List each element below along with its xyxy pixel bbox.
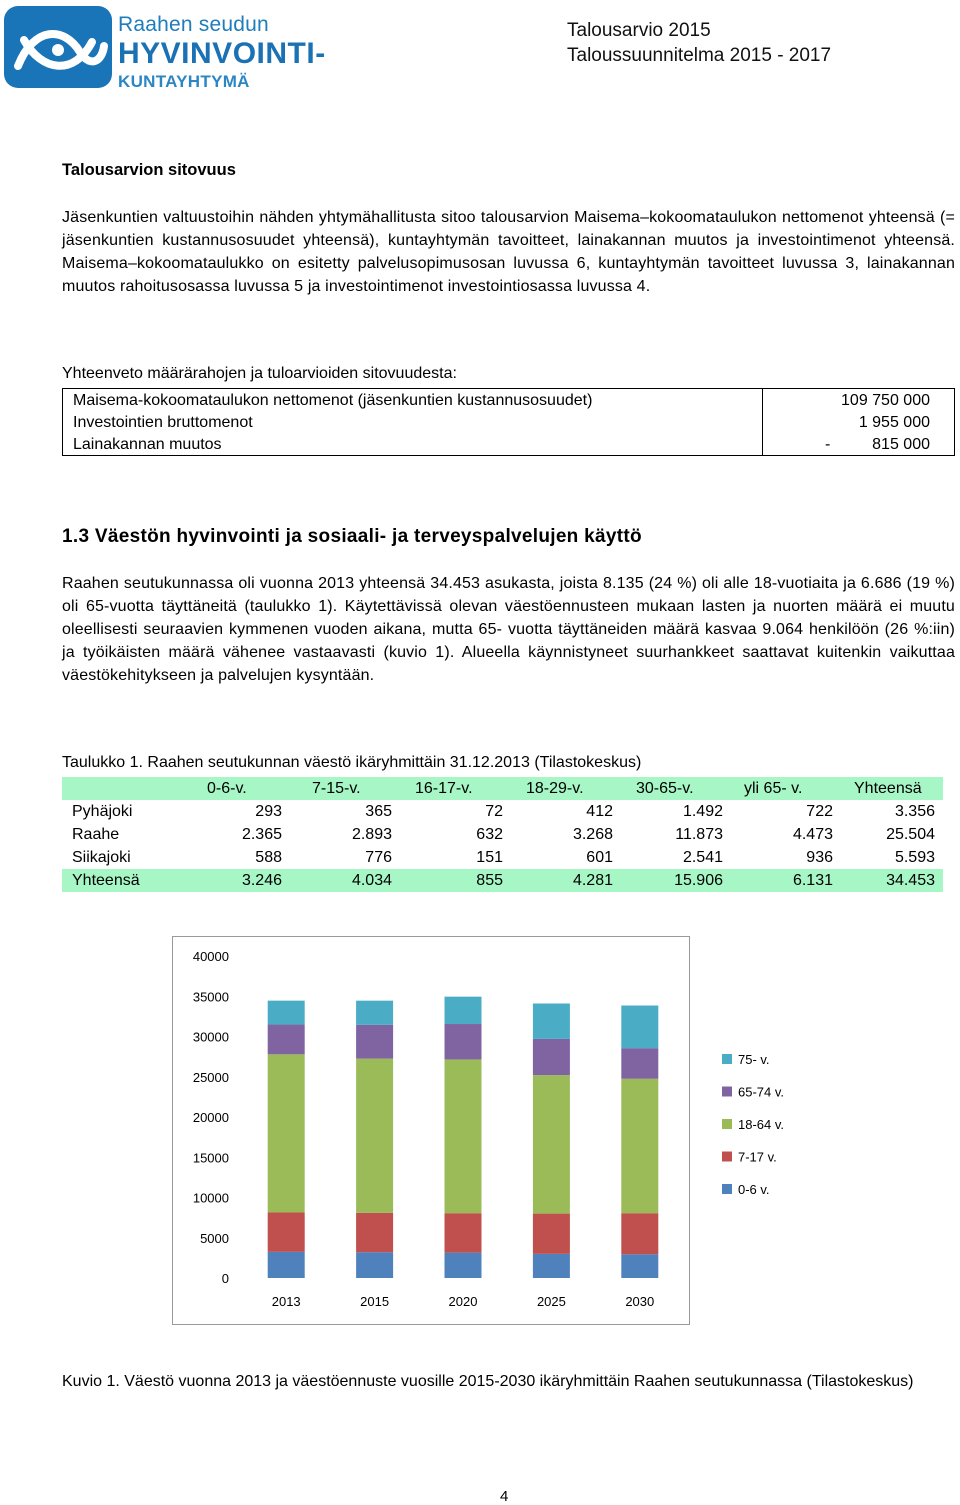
table-cell: 601 (586, 849, 613, 866)
column-header: 0-6-v. (207, 780, 247, 797)
bar-segment (268, 1213, 305, 1252)
table-cell: 3.268 (572, 826, 613, 843)
bar-segment (621, 1048, 658, 1079)
legend-label: 0-6 v. (738, 1182, 770, 1197)
table-row (62, 823, 943, 846)
bar-segment (533, 1003, 570, 1038)
table-cell: 776 (365, 849, 392, 866)
legend-label: 7-17 v. (738, 1149, 777, 1165)
section-1-3-heading: 1.3 Väestön hyvinvointi ja sosiaali- ja terveyspalvelujen käyttö (62, 526, 642, 547)
x-tick-label: 2015 (360, 1294, 390, 1309)
table-cell: 293 (255, 803, 282, 820)
bar-segment (268, 1025, 305, 1055)
legend-swatch (722, 1119, 732, 1129)
logo-line-1: Raahen seudun (118, 13, 269, 36)
logo-wordmark (118, 14, 326, 90)
bar-segment (356, 1252, 393, 1278)
bar-segment (621, 1254, 658, 1278)
page-number: 4 (500, 1488, 509, 1505)
table-cell: 936 (806, 849, 833, 866)
bar-segment (356, 1059, 393, 1213)
section-heading: Talousarvion sitovuus (62, 161, 236, 179)
row-label: Yhteensä (72, 872, 140, 889)
bar-segment (268, 1252, 305, 1278)
table-cell: 365 (365, 803, 392, 820)
column-header: 7-15-v. (312, 780, 361, 797)
column-header: 16-17-v. (415, 780, 473, 797)
y-tick-label: 40000 (192, 949, 229, 964)
table-cell: 11.873 (675, 826, 723, 843)
table-cell: 2.893 (351, 826, 392, 843)
bar-segment (445, 1213, 482, 1252)
bar-segment (533, 1254, 570, 1278)
column-header: Yhteensä (854, 780, 922, 797)
bar-segment (533, 1214, 570, 1254)
summary-row-sign: - (825, 436, 831, 453)
column-header: yli 65- v. (744, 780, 803, 797)
y-tick-label: 25000 (192, 1069, 229, 1085)
table-cell: 855 (476, 872, 503, 889)
table-cell: 4.034 (351, 872, 392, 889)
table-cell: 151 (476, 849, 503, 866)
table-cell: 4.281 (572, 872, 613, 889)
table-cell: 3.356 (894, 803, 935, 820)
bar-segment (621, 1006, 658, 1049)
legend-swatch (722, 1152, 732, 1162)
table-cell: 722 (806, 803, 833, 820)
bar-segment (621, 1079, 658, 1213)
summary-row (63, 390, 954, 412)
population-stacked-bar-chart (172, 936, 792, 1325)
bar-segment (533, 1075, 570, 1213)
legend-swatch (722, 1087, 732, 1097)
summary-row-value: 109 750 000 (841, 392, 930, 409)
x-tick-label: 2020 (448, 1294, 478, 1309)
y-tick-label: 5000 (200, 1230, 229, 1246)
bar-segment (445, 997, 482, 1024)
table-total-row (62, 869, 943, 892)
figure-caption: Kuvio 1. Väestö vuonna 2013 ja väestöennuste vuosille 2015-2030 ikäryhmittäin Raahen seutukunnassa (Tilastokeskus) (62, 1373, 914, 1390)
bar-segment (268, 1054, 305, 1212)
bar-segment (268, 1001, 305, 1025)
table-cell: 6.131 (792, 872, 833, 889)
column-header: 18-29-v. (526, 780, 584, 797)
x-tick-label: 2030 (625, 1294, 655, 1309)
summary-table (62, 388, 955, 456)
legend-label: 65-74 v. (738, 1084, 785, 1100)
table-cell: 25.504 (886, 826, 935, 843)
bar-segment (356, 1001, 393, 1025)
population-table (62, 777, 943, 892)
summary-row-value: 1 955 000 (858, 414, 930, 431)
bar-segment (533, 1039, 570, 1075)
y-tick-label: 30000 (192, 1029, 229, 1045)
row-label: Pyhäjoki (72, 803, 133, 820)
bar-segment (445, 1059, 482, 1213)
bar-segment (445, 1253, 482, 1278)
y-tick-label: 10000 (192, 1190, 229, 1206)
table-cell: 2.365 (241, 826, 282, 843)
legend-label: 75- v. (738, 1052, 770, 1067)
table-cell: 5.593 (894, 849, 935, 866)
table-cell: 34.453 (886, 872, 935, 889)
table-cell: 588 (255, 849, 282, 866)
summary-row (63, 412, 954, 434)
table-row (62, 800, 943, 823)
legend-swatch (722, 1184, 732, 1194)
bar-segment (356, 1025, 393, 1059)
table-cell: 412 (586, 803, 613, 820)
bar-segment (356, 1213, 393, 1252)
y-tick-label: 15000 (192, 1150, 229, 1166)
section-paragraph: Jäsenkuntien valtuustoihin nähden yhtymähallitusta sitoo talousarvion Maisema–kokoomataulukon nettomenot yhteensä (= jäsenkuntien kustannusosuudet yhteensä), kuntayhtymän tavoitteet, lainakannan muutos ja investointimenot yhteensä. Maisema–kokoomataulukko on esitetty palvelusopimusosan luvussa 6, kuntayhtymän tavoitteet luvussa 3, lainakannan muutos rahoitusosassa luvussa 5 ja investointimenot investointiosassa luvussa 4. (62, 209, 955, 295)
summary-title: Yhteenveto määrärahojen ja tuloarvioiden sitovuudesta: (62, 365, 457, 382)
organization-logo-icon (4, 6, 112, 88)
population-paragraph: Raahen seutukunnassa oli vuonna 2013 yhteensä 34.453 asukasta, joista 8.135 (24 %) oli alle 18-vuotiaita ja 6.686 (19 %) oli 65-vuotta täyttäneitä (taulukko 1). Käytettävissä olevan väestöennusteen mukaan lasten ja nuorten määrä ei muutu oleellisesti seuraavien kymmenen vuoden aikana, mutta 65- vuotta täyttäneiden määrä kasvaa 9.064 henkilöön (26 %:iin) ja työikäisten määrä vähenee vastaavasti (kuvio 1). Alueella käynnistyneet suurhankkeet saattavat kuitenkin vaikuttaa väestökehitykseen ja palvelujen kysyntään. (62, 575, 955, 684)
header-title-2: Taloussuunnitelma 2015 - 2017 (567, 45, 832, 66)
bar-segment (445, 1024, 482, 1059)
column-header: 30-65-v. (636, 780, 694, 797)
summary-row-value: 815 000 (872, 436, 930, 453)
summary-row-label: Investointien bruttomenot (73, 414, 253, 431)
row-label: Siikajoki (72, 849, 131, 866)
y-tick-label: 35000 (192, 989, 229, 1005)
header-title-1: Talousarvio 2015 (567, 20, 711, 41)
x-tick-label: 2013 (271, 1294, 301, 1309)
bar-segment (621, 1213, 658, 1254)
row-label: Raahe (72, 826, 120, 843)
table-caption: Taulukko 1. Raahen seutukunnan väestö ikäryhmittäin 31.12.2013 (Tilastokeskus) (62, 754, 642, 771)
table-cell: 4.473 (792, 826, 833, 843)
summary-row (63, 434, 954, 456)
table-cell: 3.246 (241, 872, 282, 889)
legend-swatch (722, 1054, 732, 1064)
y-tick-label: 20000 (192, 1110, 229, 1125)
document-header (567, 18, 831, 68)
table-cell: 632 (476, 826, 503, 843)
table-cell: 2.541 (682, 849, 723, 866)
table-header-row (62, 777, 943, 800)
x-tick-label: 2025 (536, 1294, 566, 1309)
legend-label: 18-64 v. (738, 1117, 785, 1132)
y-tick-label: 0 (221, 1271, 229, 1286)
table-row (62, 846, 943, 869)
logo-line-2: HYVINVOINTI- (118, 37, 326, 70)
summary-row-label: Maisema-kokoomataulukon nettomenot (jäsenkuntien kustannusosuudet) (73, 392, 593, 409)
table-cell: 72 (485, 803, 503, 820)
summary-row-label: Lainakannan muutos (73, 436, 222, 453)
logo-line-3: KUNTAYHTYMÄ (118, 72, 250, 91)
table-cell: 15.906 (674, 872, 723, 889)
table-cell: 1.492 (682, 803, 723, 820)
